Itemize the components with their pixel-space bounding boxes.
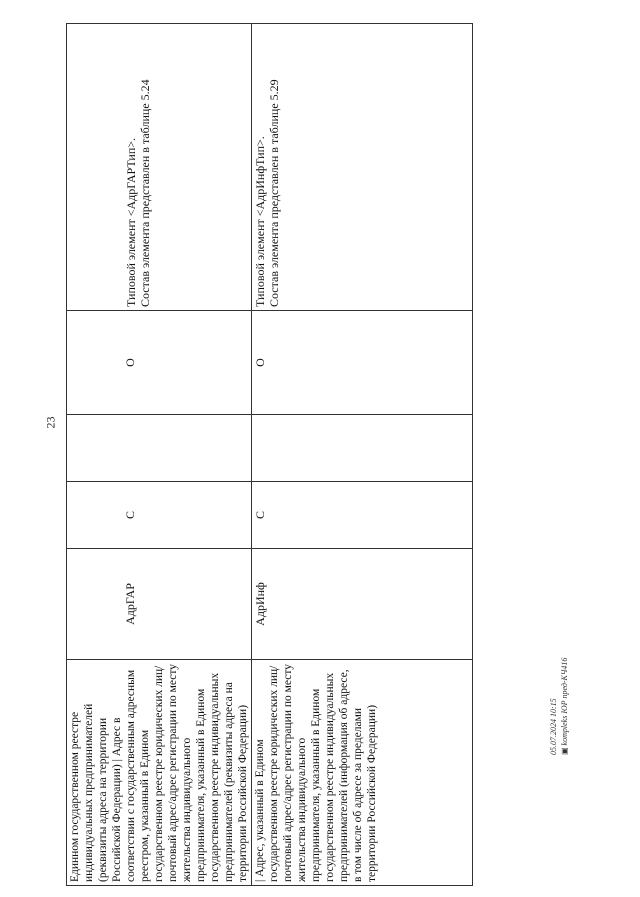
rotated-table-container bbox=[66, 24, 473, 886]
description-line: Типовой элемент <АдрИнфТип>. bbox=[253, 136, 267, 307]
element-name-cell: | Адрес, указанный в Едином государственном реестре юридических лиц/почтовый адрес/адрес регистрации по месту жительства индивидуального предпринимателя, указанный в Едином государственном реестре индивидуальных предпринимателей (информация об адресе, в том числе об адресе за пределами территории Российской Федерации) bbox=[252, 660, 473, 886]
element-name-cell: Единном государственном реестре индивидуальных предпринимателей (реквизиты адреса на территории Российской Федерации) | Адрес в соответствии с государственным адресным реестром, указанный в Едином государственном реестре юридических лиц/почтовый адрес/адрес регистрации по месту жительства индивидуального предпринимателя, указанный в Едином государственном реестре индивидуальных предпринимателей (реквизиты адреса на территории Российской Федерации) bbox=[67, 660, 252, 886]
element-required-cell: О bbox=[67, 311, 252, 415]
description-line: Типовой элемент <АдрГАРТип>. bbox=[124, 137, 138, 307]
element-format-cell bbox=[67, 415, 252, 482]
stamp-file-line bbox=[559, 658, 570, 755]
table-row bbox=[252, 24, 473, 886]
element-type-cell: С bbox=[67, 482, 252, 549]
stamp-date: 05.07.2024 10:15 bbox=[549, 698, 558, 755]
table-row bbox=[67, 24, 252, 886]
element-format-cell bbox=[252, 415, 473, 482]
element-type-cell: С bbox=[252, 482, 473, 549]
element-description-cell bbox=[252, 24, 473, 311]
description-line: Состав элемента представлен в таблице 5.24 bbox=[138, 79, 152, 307]
stamp-file: kompleks ЮР пред-КЧ416 bbox=[560, 657, 569, 746]
element-required-cell: О bbox=[252, 311, 473, 415]
spec-table bbox=[66, 23, 473, 886]
element-code-cell: АдрГАР bbox=[67, 549, 252, 660]
print-stamp bbox=[548, 658, 570, 755]
description-line: Состав элемента представлен в таблице 5.29 bbox=[267, 79, 281, 307]
element-description-cell bbox=[67, 24, 252, 311]
page-number: 23 bbox=[43, 416, 58, 429]
element-code-cell: АдрИнф bbox=[252, 549, 473, 660]
document-icon: ▣ bbox=[560, 747, 569, 755]
